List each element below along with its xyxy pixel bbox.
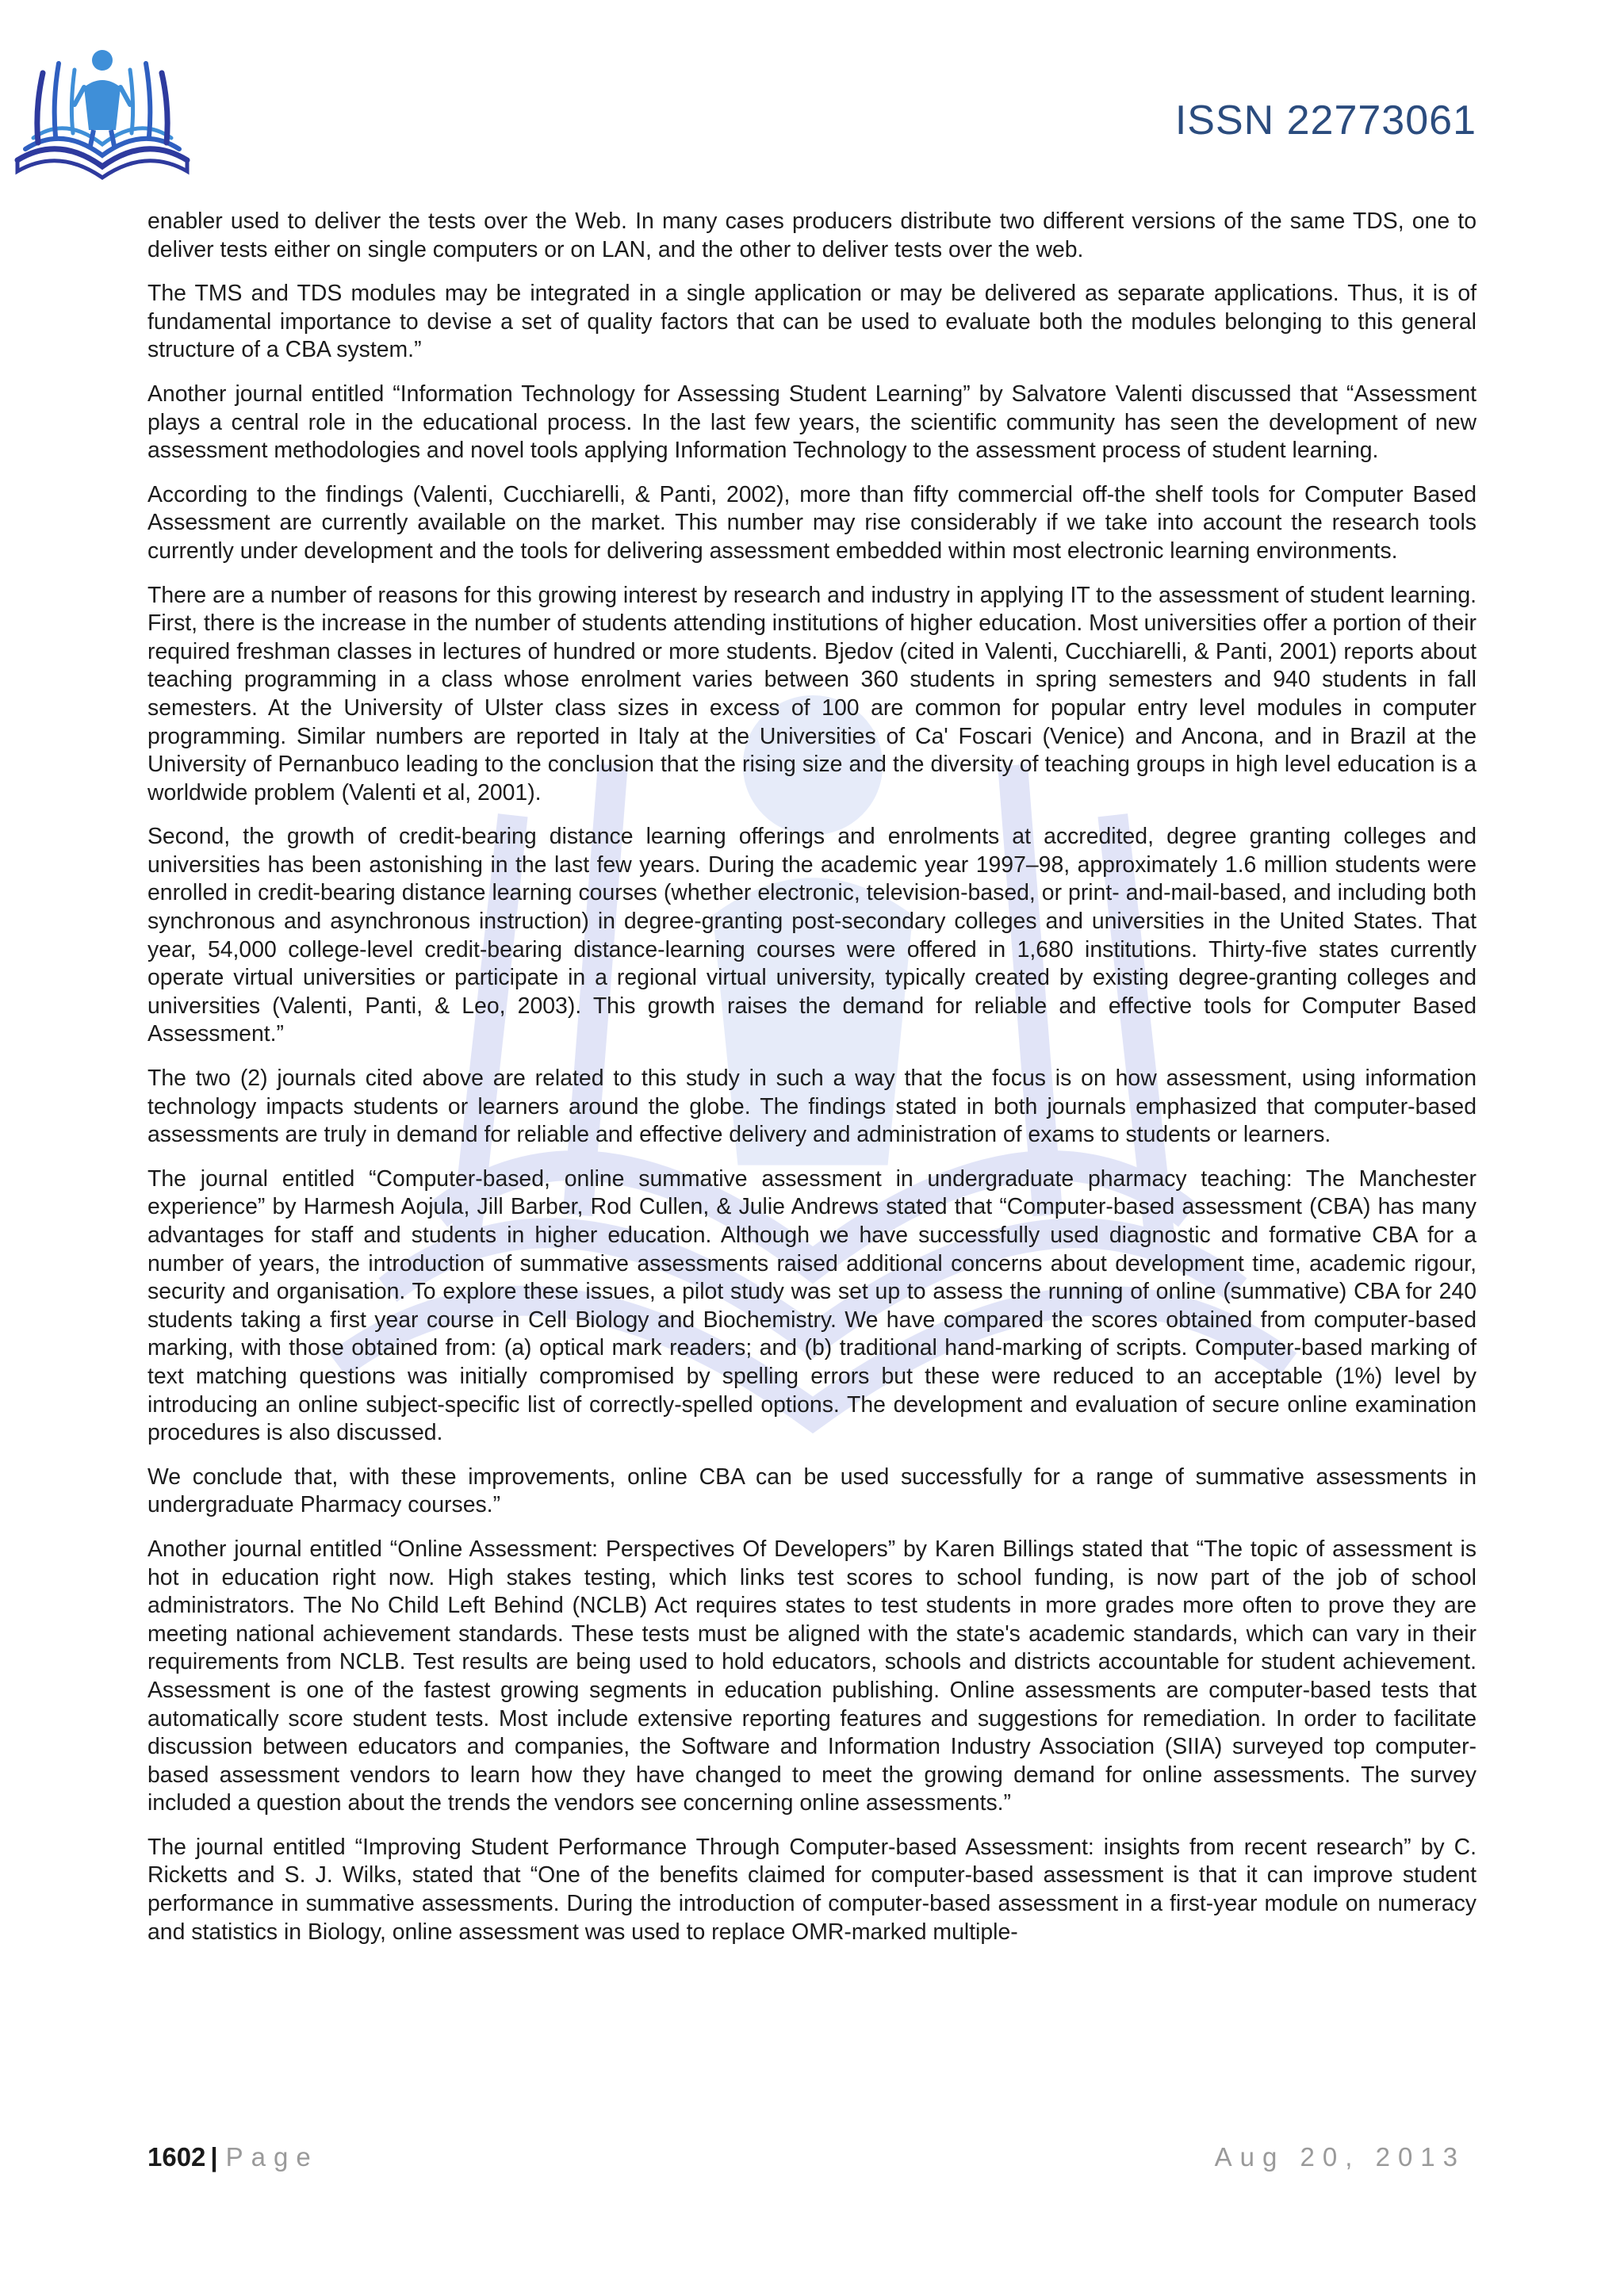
paragraph: Another journal entitled “Information Technology for Assessing Student Learning” by Salvatore Valenti discussed that “Assessment plays a central role in the educational process. In the last few years, the scientific community has seen the development of new assessment methodologies and novel tools applying Information Technology to the assessment process of student learning.	[147, 381, 1477, 464]
article-body	[147, 208, 1477, 1962]
paragraph: We conclude that, with these improvements, online CBA can be used successfully for a range of summative assessments in undergraduate Pharmacy courses.”	[147, 1464, 1477, 1518]
paragraph: Another journal entitled “Online Assessment: Perspectives Of Developers” by Karen Billings stated that “The topic of assessment is hot in education right now. High stakes testing, which links test scores to school funding, is now part of the job of school administrators. The No Child Left Behind (NCLB) Act requires states to test students in more grades more often to prove they are meeting national achievement standards. These tests must be aligned with the state's academic standards, which can vary in their requirements from NCLB. Test results are being used to hold educators, schools and districts accountable for student achievement. Assessment is one of the fastest growing segments in education publishing. Online assessments are computer-based tests that automatically score student tests. Most include extensive reporting features and suggestions for remediation. In order to facilitate discussion between educators and companies, the Software and Information Industry Association (SIIA) surveyed top computer-based assessment vendors to learn how they have changed to meet the growing demand for online assessments. The survey included a question about the trends the vendors see concerning online assessments.”	[147, 1536, 1477, 1816]
footer-separator: |	[210, 2142, 218, 2172]
paragraph: There are a number of reasons for this growing interest by research and industry in applying IT to the assessment of student learning. First, there is the increase in the number of students attending institutions of higher education. Most universities offer a portion of their required freshman classes in lectures of hundred or more students. Bjedov (cited in Valenti, Cucchiarelli, & Panti, 2001) reports about teaching programming in a class whose enrolment varies between 360 students in spring semesters and 940 students in fall semesters. At the University of Ulster class sizes in excess of 100 are common for popular entry level modules in computer programming. Similar numbers are reported in Italy at the Universities of Ca' Foscari (Venice) and Ancona, and in Brazil at the University of Pernanbuco leading to the conclusion that the rising size and the diversity of teaching groups in high level education is a worldwide problem (Valenti et al, 2001).	[147, 582, 1477, 806]
journal-logo-icon	[11, 41, 193, 189]
paragraph: enabler used to deliver the tests over the Web. In many cases producers distribute two different versions of the same TDS, one to deliver tests either on single computers or on LAN, and the other to deliver tests over the web.	[147, 209, 1477, 262]
page-number-block	[147, 2142, 319, 2172]
paragraph: Second, the growth of credit-bearing distance learning offerings and enrolments at accredited, degree granting colleges and universities has been astonishing in the last few years. During the academic year 1997–98, approximately 1.6 million students were enrolled in credit-bearing distance learning courses (whether electronic, television-based, or print- and-mail-based, and including both synchronous and asynchronous instruction) in degree-granting post-secondary colleges and universities in the United States. That year, 54,000 college-level credit-bearing distance-learning courses were offered in 1,680 institutions. Thirty-five states currently operate virtual universities or participate in a regional virtual university, typically created by existing degree-granting colleges and universities (Valenti, Panti, & Leo, 2003). This growth raises the demand for reliable and effective tools for Computer Based Assessment.”	[147, 824, 1477, 1047]
paragraph: The TMS and TDS modules may be integrated in a single application or may be delivered as separate applications. Thus, it is of fundamental importance to devise a set of quality factors that can be used to evaluate both the modules belonging to this general structure of a CBA system.”	[147, 281, 1477, 363]
page-number: 1602	[147, 2142, 206, 2172]
paragraph: The journal entitled “Computer-based, online summative assessment in undergraduate pharmacy teaching: The Manchester experience” by Harmesh Aojula, Jill Barber, Rod Cullen, & Julie Andrews stated that “Computer-based assessment (CBA) has many advantages for staff and students in higher education. Although we have successfully used diagnostic and formative CBA for a number of years, the introduction of summative assessments raised additional concerns about development time, academic rigour, security and organisation. To explore these issues, a pilot study was set up to assess the running of online (summative) CBA for 240 students taking a first year course in Cell Biology and Biochemistry. We have compared the scores obtained from computer-based marking, with those obtained from: (a) optical mark readers; and (b) traditional hand-marking of scripts. Computer-based marking of text matching questions was initially compromised by spelling errors but these were reduced to an acceptable (1%) level by introducing an online subject-specific list of correctly-spelled options. The development and evaluation of secure online examination procedures is also discussed.	[147, 1165, 1477, 1446]
paragraph: The two (2) journals cited above are related to this study in such a way that the focus is on how assessment, using information technology impacts students or learners around the globe. The findings stated in both journals emphasized that computer-based assessments are truly in demand for reliable and effective delivery and administration of exams to students or learners.	[147, 1066, 1477, 1148]
issn-label: ISSN 22773061	[1174, 98, 1477, 144]
publication-date: Aug 20, 2013	[1214, 2142, 1465, 2172]
paragraph: The journal entitled “Improving Student Performance Through Computer-based Assessment: insights from recent research” by C. Ricketts and S. J. Wilks, stated that “One of the benefits claimed for computer-based assessment is that it can improve student performance in summative assessments. During the introduction of computer-based assessment in a first-year module on numeracy and statistics in Biology, online assessment was used to replace OMR-marked multiple-	[147, 1834, 1477, 1945]
page-word: Page	[225, 2142, 319, 2172]
page-footer	[147, 2142, 1465, 2177]
paragraph: According to the findings (Valenti, Cucchiarelli, & Panti, 2002), more than fifty commercial off-the shelf tools for Computer Based Assessment are currently available on the market. This number may rise considerably if we take into account the research tools currently under development and the tools for delivering assessment embedded within most electronic learning environments.	[147, 481, 1477, 564]
